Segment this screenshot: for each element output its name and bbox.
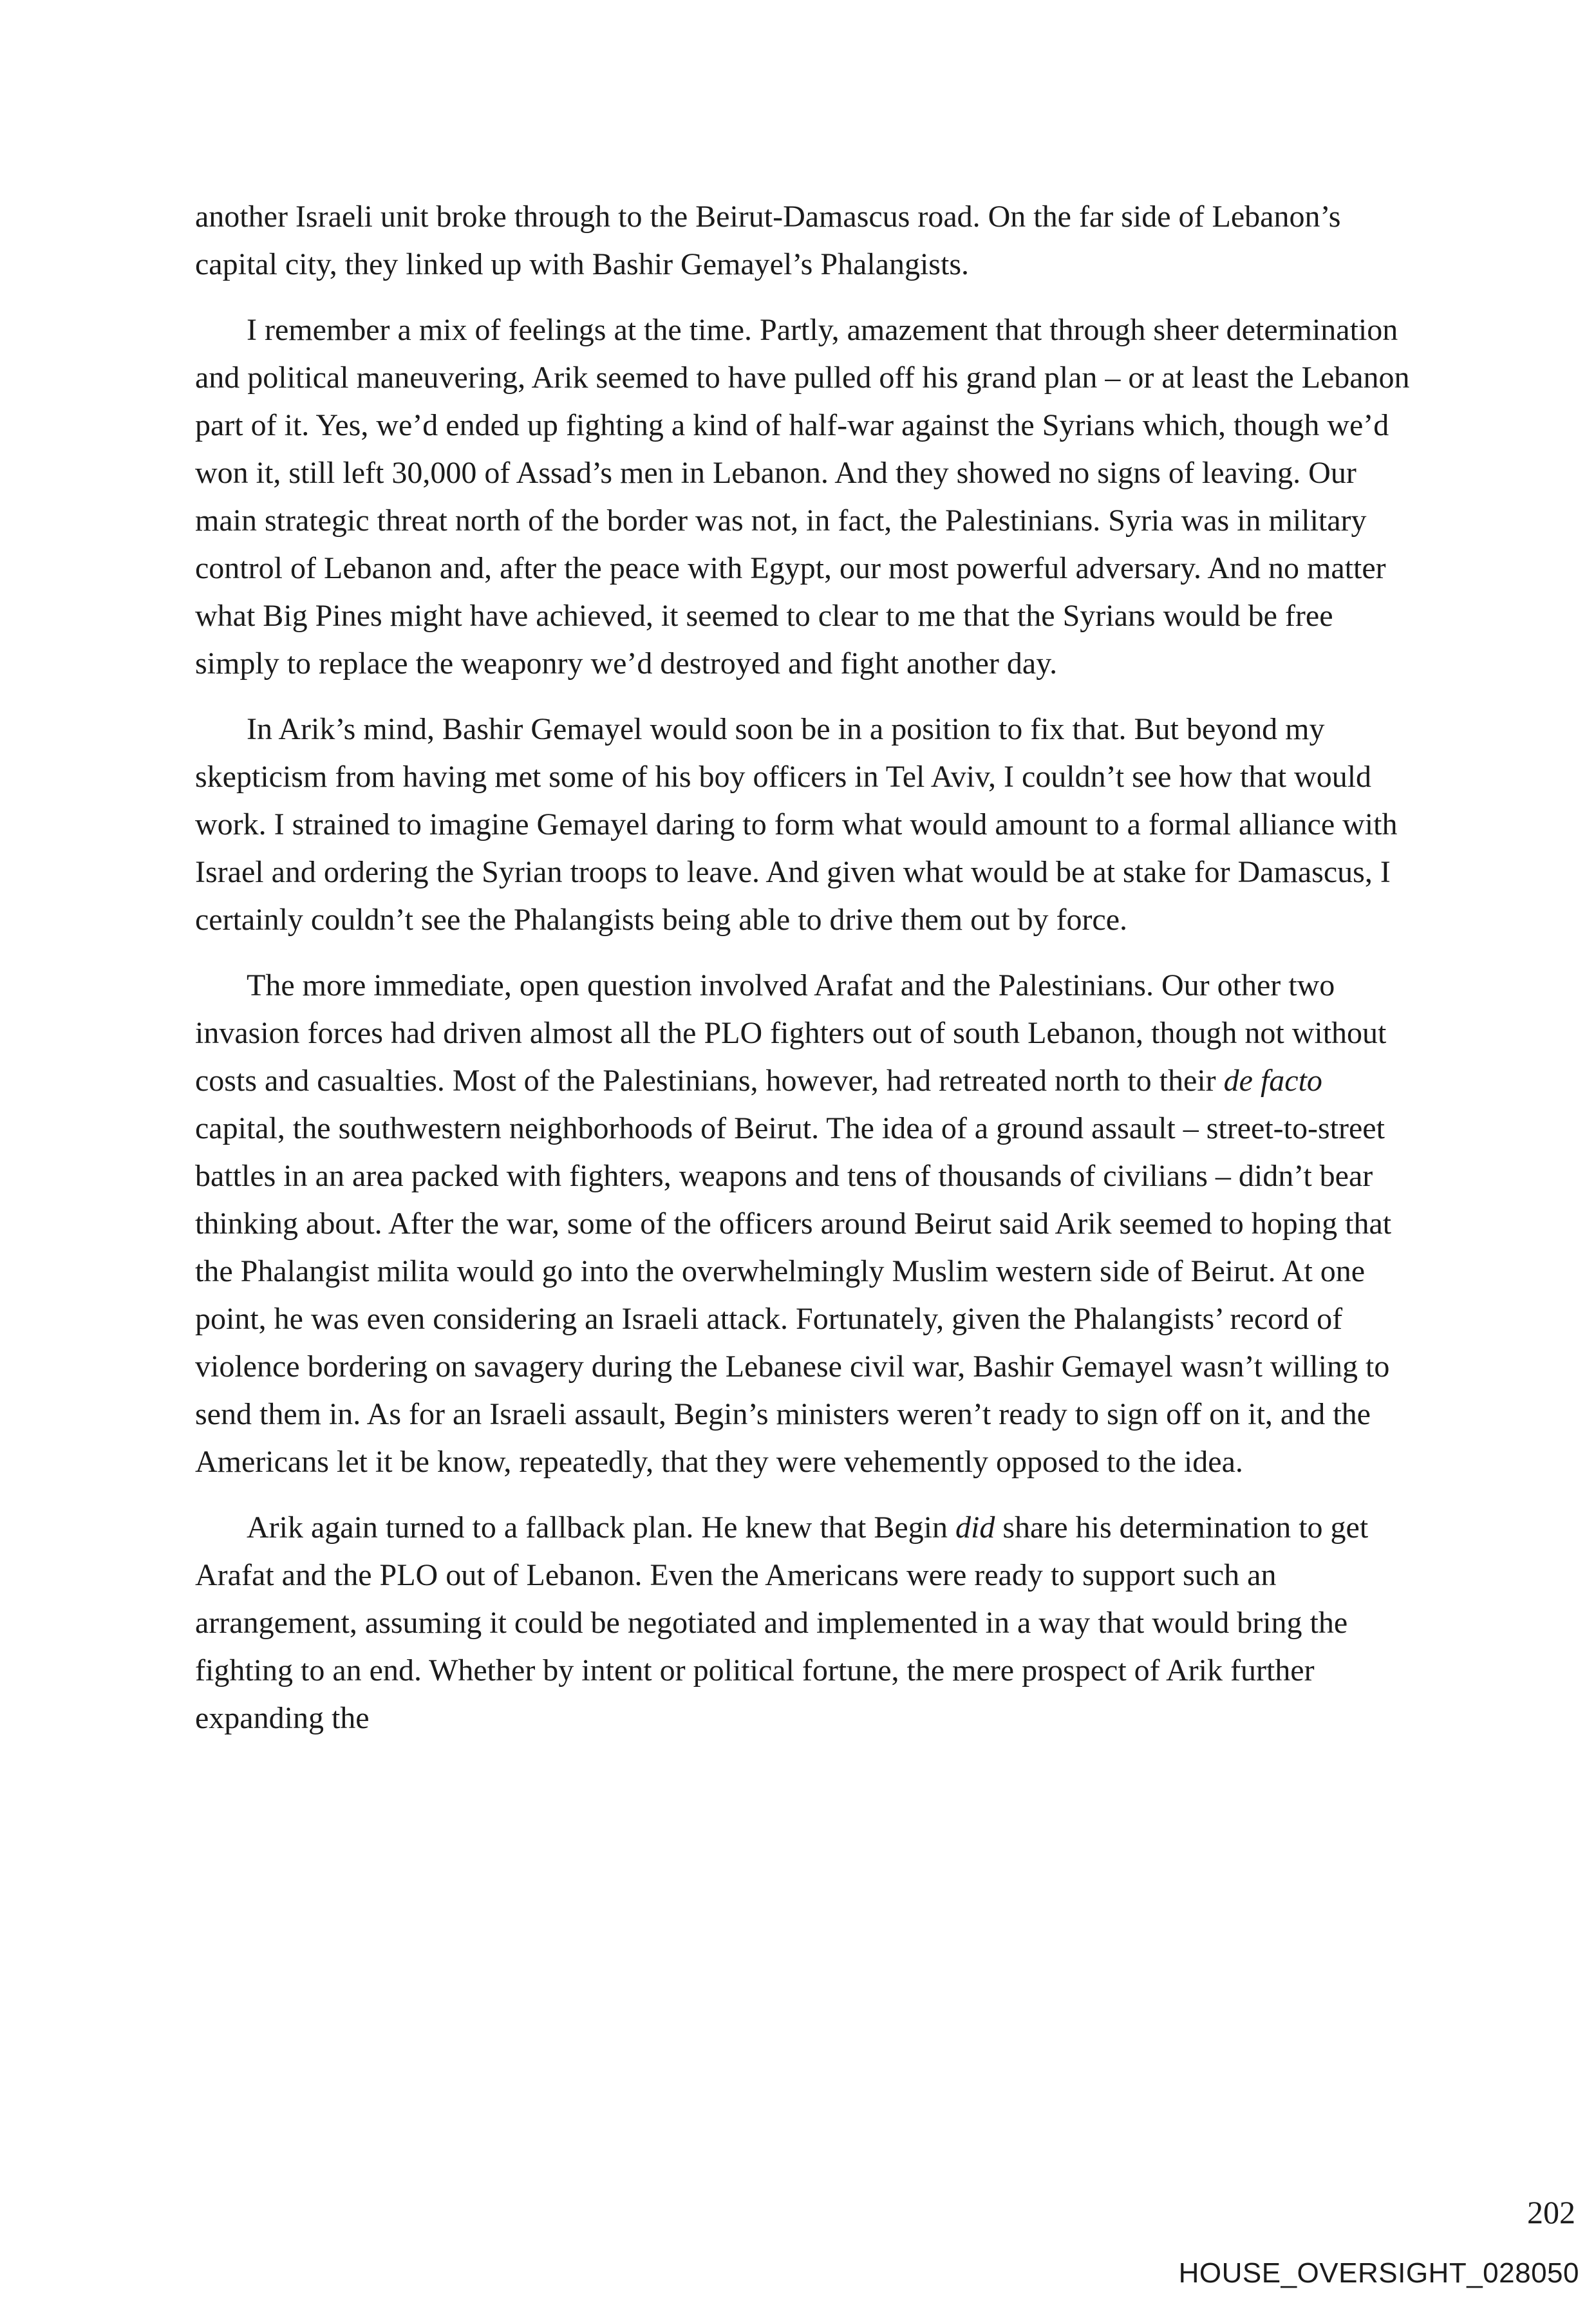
bates-stamp: HOUSE_OVERSIGHT_028050 bbox=[1178, 2257, 1579, 2289]
paragraph-text: The more immediate, open question involved Arafat and the Palestinians. Our other two invasion forces had driven almost all the PLO fighters out of south Lebanon, though not without costs and casualties. Most of the Palestinians, however, had retreated north to their bbox=[195, 968, 1387, 1098]
paragraph-text: In Arik’s mind, Bashir Gemayel would soon be in a position to fix that. But beyond my skepticism from having met some of his boy officers in Tel Aviv, I couldn’t see how that would work. I strained to imagine Gemayel daring to form what would amount to a formal alliance with Israel and ordering the Syrian troops to leave. And given what would be at stake for Damascus, I certainly couldn’t see the Phalangists being able to drive them out by force. bbox=[195, 712, 1398, 937]
paragraph bbox=[195, 193, 1415, 288]
paragraph bbox=[195, 1504, 1415, 1742]
paragraph bbox=[195, 706, 1415, 944]
paragraph-text: Arik again turned to a fallback plan. He knew that Begin bbox=[247, 1510, 955, 1545]
paragraph-text: capital, the southwestern neighborhoods of Beirut. The idea of a ground assault – street-to-street battles in an area packed with fighters, weapons and tens of thousands of civilians – didn’t bear thinking about. After the war, some of the officers around Beirut said Arik seemed to hoping that the Phalangist milita would go into the overwhelmingly Muslim western side of Beirut. At one point, he was even considering an Israeli attack. Fortunately, given the Phalangists’ record of violence bordering on savagery during the Lebanese civil war, Bashir Gemayel wasn’t willing to send them in. As for an Israeli assault, Begin’s ministers weren’t ready to sign off on it, and the Americans let it be know, repeatedly, that they were vehemently opposed to the idea. bbox=[195, 1111, 1392, 1479]
page-body bbox=[195, 193, 1415, 1760]
paragraph-text: I remember a mix of feelings at the time. Partly, amazement that through sheer determination and political maneuvering, Arik seemed to have pulled off his grand plan – or at least the Lebanon part of it. Yes, we’d ended up fighting a kind of half-war against the Syrians which, though we’d won it, still left 30,000 of Assad’s men in Lebanon. And they showed no signs of leaving. Our main strategic threat north of the border was not, in fact, the Palestinians. Syria was in military control of Lebanon and, after the peace with Egypt, our most powerful adversary. And no matter what Big Pines might have achieved, it seemed to clear to me that the Syrians would be free simply to replace the weaponry we’d destroyed and fight another day. bbox=[195, 313, 1410, 681]
paragraph bbox=[195, 962, 1415, 1486]
paragraph bbox=[195, 306, 1415, 688]
italic-phrase: de facto bbox=[1223, 1064, 1322, 1098]
italic-phrase: did bbox=[955, 1510, 995, 1545]
paragraph-text: another Israeli unit broke through to the Beirut-Damascus road. On the far side of Lebanon’s capital city, they linked up with Bashir Gemayel’s Phalangists. bbox=[195, 200, 1341, 281]
paragraph-text: share his determination to get Arafat and the PLO out of Lebanon. Even the Americans were ready to support such an arrangement, assuming it could be negotiated and implemented in a way that would bring the fighting to an end. Whether by intent or political fortune, the mere prospect of Arik further expanding the bbox=[195, 1510, 1369, 1735]
page-number: 202 bbox=[1527, 2194, 1575, 2230]
